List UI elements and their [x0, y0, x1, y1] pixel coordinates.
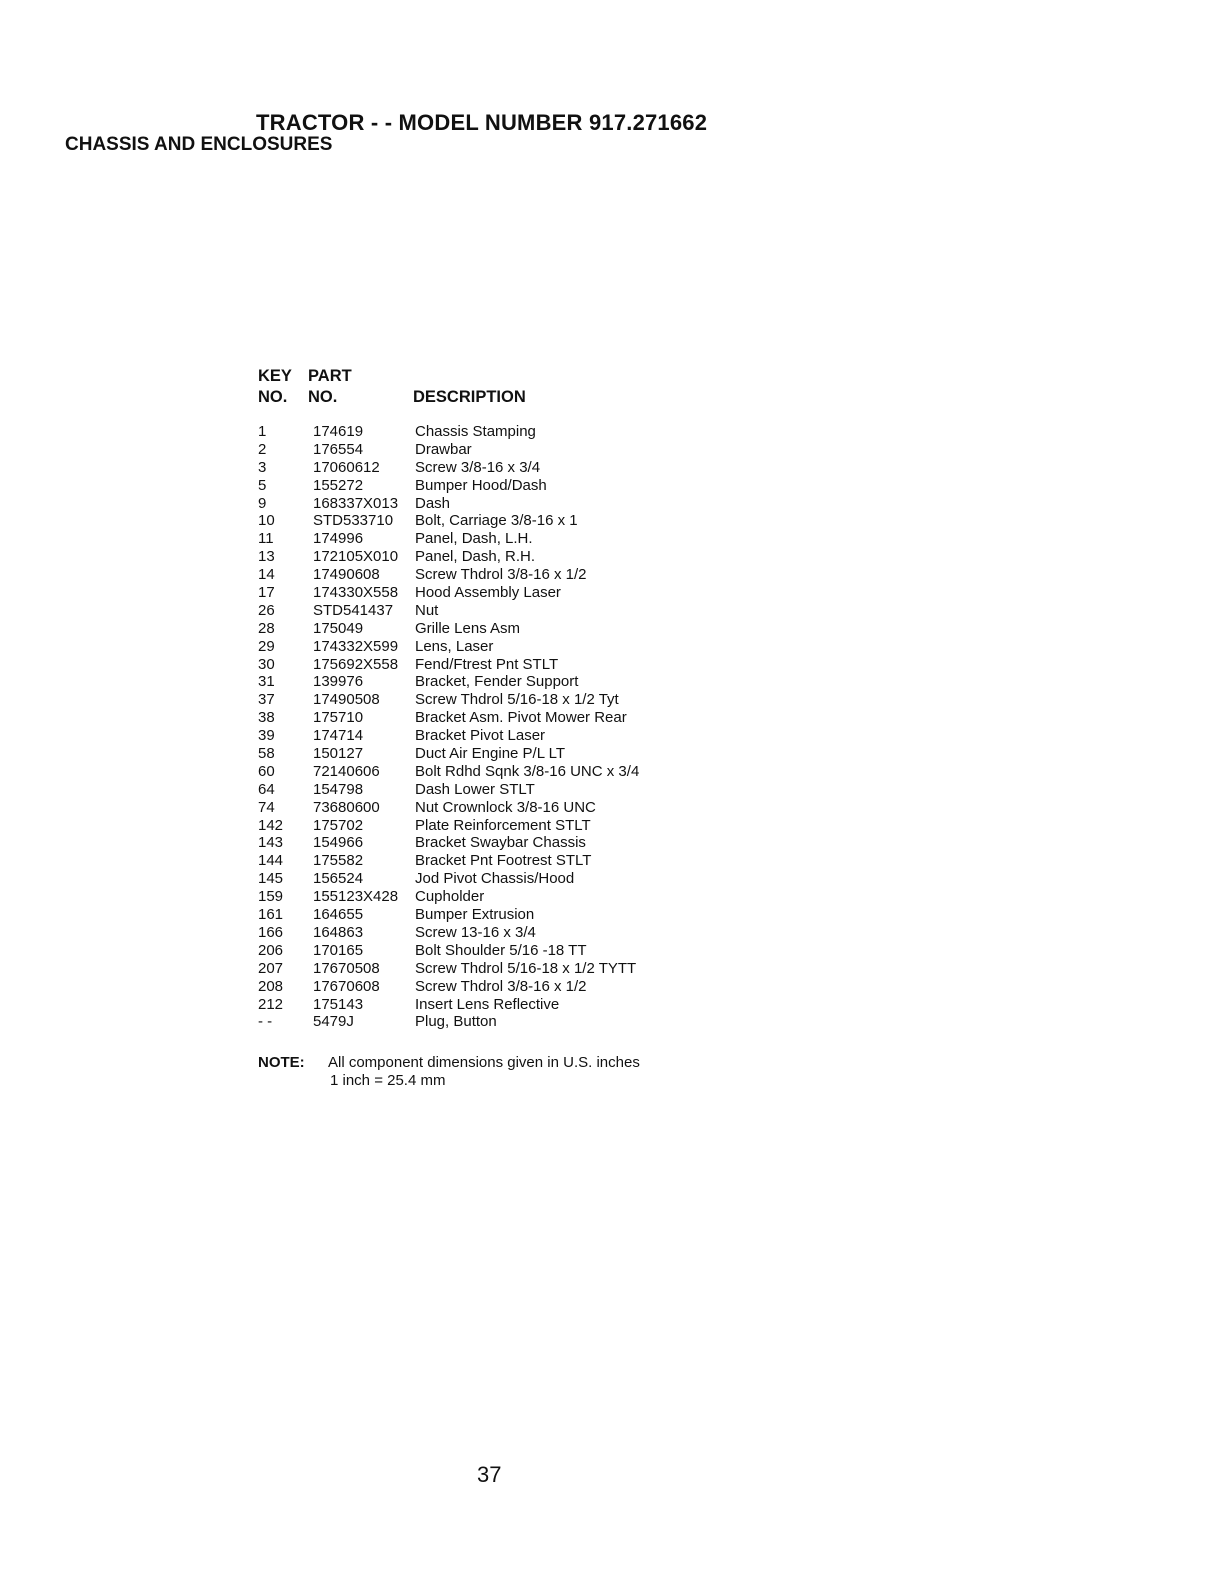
part-no-cell: 139976	[313, 673, 364, 691]
description-cell: Screw Thdrol 5/16-18 x 1/2 TYTT	[415, 959, 637, 977]
part-no-cell: 174996	[313, 530, 364, 548]
key-no-cell: 38	[258, 709, 275, 727]
key-no-cell: 39	[258, 727, 275, 745]
key-no-cell: 10	[258, 512, 275, 530]
note-label: NOTE:	[258, 1054, 305, 1071]
key-no-cell: 144	[258, 852, 284, 870]
table-row	[258, 620, 778, 638]
description-cell: Duct Air Engine P/L LT	[415, 745, 566, 763]
description-cell: Plug, Button	[415, 1013, 497, 1031]
description-cell: Nut Crownlock 3/8-16 UNC	[415, 798, 596, 816]
table-row	[258, 530, 778, 548]
key-no-cell: 17	[258, 584, 275, 602]
table-row	[258, 1013, 778, 1031]
key-no-cell: 142	[258, 816, 284, 834]
page-title: TRACTOR - - MODEL NUMBER 917.271662	[256, 110, 708, 135]
part-no-cell: 154798	[313, 780, 364, 798]
description-cell: Drawbar	[415, 440, 472, 458]
part-no-cell: 17670508	[313, 959, 380, 977]
key-no-cell: 74	[258, 798, 275, 816]
description-cell: Chassis Stamping	[415, 423, 536, 440]
part-no-cell: 164863	[313, 923, 364, 941]
table-row	[258, 924, 778, 942]
part-no-cell: 164655	[313, 906, 364, 924]
key-no-cell: 31	[258, 673, 275, 691]
table-row	[258, 673, 778, 691]
part-no-cell: 175143	[313, 995, 364, 1013]
key-no-cell: 26	[258, 601, 275, 619]
table-row	[258, 423, 778, 441]
table-row	[258, 834, 778, 852]
part-column-header-line2: NO.	[308, 388, 338, 406]
note-text-line1: All component dimensions given in U.S. inches	[328, 1054, 640, 1071]
section-title: CHASSIS AND ENCLOSURES	[65, 134, 333, 155]
part-no-cell: 155123X428	[313, 888, 399, 906]
parts-list	[258, 423, 778, 1031]
key-no-cell: 11	[258, 530, 274, 548]
key-no-cell: 2	[258, 440, 267, 458]
part-no-cell: 73680600	[313, 798, 380, 816]
description-cell: Bolt Shoulder 5/16 -18 TT	[415, 941, 587, 959]
table-row	[258, 638, 778, 656]
description-cell: Screw Thdrol 3/8-16 x 1/2	[415, 977, 587, 995]
key-no-cell: 14	[258, 566, 275, 584]
description-cell: Screw Thdrol 3/8-16 x 1/2	[415, 566, 587, 584]
table-row	[258, 441, 778, 459]
part-no-cell: 174332X599	[313, 637, 399, 655]
key-no-cell: 60	[258, 762, 275, 780]
key-no-cell: 207	[258, 959, 284, 977]
table-row	[258, 888, 778, 906]
key-no-cell: 13	[258, 548, 275, 566]
key-no-cell: 1	[258, 423, 267, 440]
table-row	[258, 459, 778, 477]
part-no-cell: 17060612	[313, 458, 380, 476]
description-cell: Hood Assembly Laser	[415, 584, 561, 602]
description-cell: Dash	[415, 494, 451, 512]
description-cell: Fend/Ftrest Pnt STLT	[415, 655, 559, 673]
table-row	[258, 477, 778, 495]
table-row	[258, 745, 778, 763]
description-column-header: DESCRIPTION	[413, 388, 526, 406]
description-cell: Grille Lens Asm	[415, 619, 521, 637]
part-no-cell: 174714	[313, 727, 364, 745]
description-cell: Dash Lower STLT	[415, 780, 535, 798]
part-no-cell: STD541437	[313, 601, 394, 619]
part-no-cell: 155272	[313, 476, 364, 494]
table-row	[258, 656, 778, 674]
key-no-cell: - -	[258, 1013, 273, 1031]
part-no-cell: 5479J	[313, 1013, 354, 1031]
table-row	[258, 512, 778, 530]
description-cell: Bolt, Carriage 3/8-16 x 1	[415, 512, 578, 530]
part-no-cell: 156524	[313, 870, 364, 888]
description-cell: Bumper Extrusion	[415, 906, 535, 924]
part-no-cell: 174330X558	[313, 584, 399, 602]
key-column-header-line2: NO.	[258, 388, 288, 406]
table-row	[258, 602, 778, 620]
description-cell: Plate Reinforcement STLT	[415, 816, 591, 834]
description-cell: Bracket Swaybar Chassis	[415, 834, 586, 852]
table-row	[258, 799, 778, 817]
key-no-cell: 37	[258, 691, 275, 709]
description-cell: Screw 13-16 x 3/4	[415, 923, 536, 941]
description-cell: Nut	[415, 601, 439, 619]
key-no-cell: 166	[258, 923, 284, 941]
description-cell: Bracket Pivot Laser	[415, 727, 546, 745]
table-row	[258, 870, 778, 888]
note-text-line2: 1 inch = 25.4 mm	[330, 1072, 446, 1089]
part-no-cell: 150127	[313, 745, 364, 763]
description-cell: Bracket Pnt Footrest STLT	[415, 852, 592, 870]
description-cell: Cupholder	[415, 888, 485, 906]
key-no-cell: 29	[258, 637, 275, 655]
description-cell: Jod Pivot Chassis/Hood	[415, 870, 575, 888]
part-no-cell: 175692X558	[313, 655, 399, 673]
description-cell: Panel, Dash, L.H.	[415, 530, 533, 548]
key-no-cell: 206	[258, 941, 284, 959]
description-cell: Bumper Hood/Dash	[415, 476, 547, 494]
part-no-cell: 175710	[313, 709, 364, 727]
table-row	[258, 978, 778, 996]
key-no-cell: 64	[258, 780, 275, 798]
description-cell: Bracket, Fender Support	[415, 673, 579, 691]
table-row	[258, 495, 778, 513]
table-row	[258, 727, 778, 745]
key-no-cell: 161	[258, 906, 284, 924]
table-row	[258, 906, 778, 924]
table-row	[258, 709, 778, 727]
key-no-cell: 212	[258, 995, 284, 1013]
part-no-cell: 72140606	[313, 762, 380, 780]
part-no-cell: 176554	[313, 440, 364, 458]
table-row	[258, 584, 778, 602]
part-no-cell: 175702	[313, 816, 364, 834]
description-cell: Bracket Asm. Pivot Mower Rear	[415, 709, 627, 727]
part-no-cell: 168337X013	[313, 494, 399, 512]
description-cell: Lens, Laser	[415, 637, 494, 655]
note	[258, 1054, 640, 1089]
part-no-cell: 172105X010	[313, 548, 399, 566]
key-no-cell: 3	[258, 458, 267, 476]
description-cell: Insert Lens Reflective	[415, 995, 560, 1013]
table-row	[258, 566, 778, 584]
key-no-cell: 143	[258, 834, 284, 852]
description-cell: Bolt Rdhd Sqnk 3/8-16 UNC x 3/4	[415, 762, 640, 780]
description-cell: Panel, Dash, R.H.	[415, 548, 536, 566]
description-cell: Screw Thdrol 5/16-18 x 1/2 Tyt	[415, 691, 619, 709]
page-number: 37	[477, 1462, 502, 1487]
part-no-cell: STD533710	[313, 512, 394, 530]
description-cell: Screw 3/8-16 x 3/4	[415, 458, 541, 476]
table-row	[258, 960, 778, 978]
part-no-cell: 17490608	[313, 566, 380, 584]
key-no-cell: 208	[258, 977, 284, 995]
table-row	[258, 781, 778, 799]
key-column-header-line1: KEY	[258, 367, 292, 385]
table-row	[258, 548, 778, 566]
table-row	[258, 763, 778, 781]
table-row	[258, 996, 778, 1014]
part-no-cell: 174619	[313, 423, 364, 440]
key-no-cell: 159	[258, 888, 284, 906]
table-row	[258, 691, 778, 709]
key-no-cell: 28	[258, 619, 275, 637]
key-no-cell: 5	[258, 476, 267, 494]
key-no-cell: 145	[258, 870, 284, 888]
key-no-cell: 58	[258, 745, 275, 763]
part-no-cell: 175582	[313, 852, 364, 870]
key-no-cell: 9	[258, 494, 267, 512]
part-no-cell: 154966	[313, 834, 364, 852]
table-row	[258, 817, 778, 835]
part-no-cell: 17490508	[313, 691, 380, 709]
table-row	[258, 852, 778, 870]
part-no-cell: 17670608	[313, 977, 380, 995]
part-column-header-line1: PART	[308, 367, 352, 385]
part-no-cell: 170165	[313, 941, 364, 959]
key-no-cell: 30	[258, 655, 275, 673]
part-no-cell: 175049	[313, 619, 364, 637]
table-row	[258, 942, 778, 960]
